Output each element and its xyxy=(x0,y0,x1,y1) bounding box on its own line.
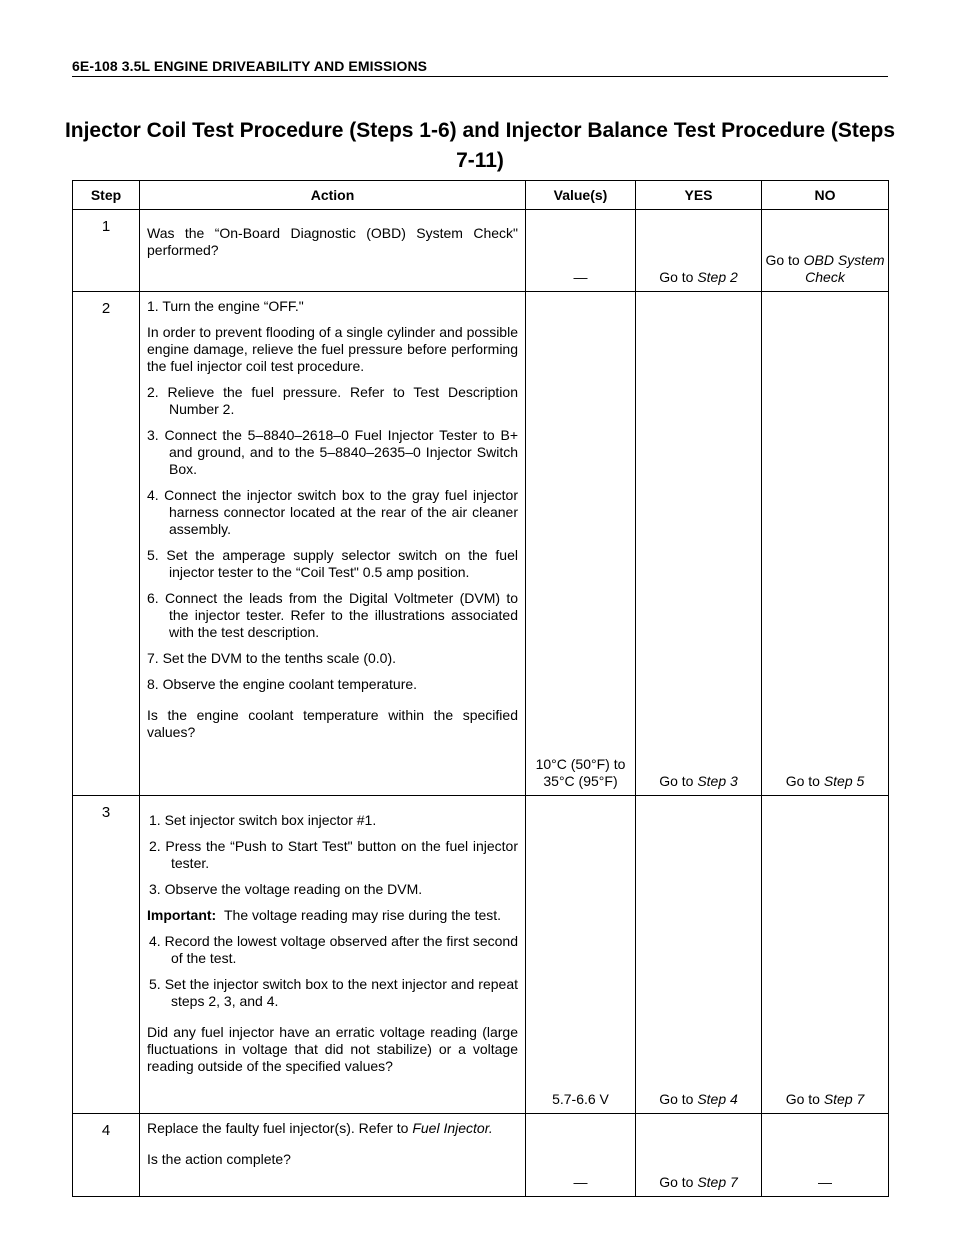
table-row xyxy=(73,292,889,796)
step-number: 4 xyxy=(73,1114,140,1197)
page-title: Injector Coil Test Procedure (Steps 1-6) and Injector Balance Test Procedure (Steps 7-11) xyxy=(64,119,896,172)
list-item: 2. Relieve the fuel pressure. Refer to Test Description Number 2. xyxy=(147,384,518,417)
no-link[interactable]: Go to Step 7 xyxy=(762,796,889,1114)
yes-link[interactable]: Go to Step 3 xyxy=(636,292,762,796)
list-item: 5. Set the amperage supply selector switch on the fuel injector tester to the “Coil Test" 0.5 amp position. xyxy=(147,547,518,580)
no-value: — xyxy=(762,1114,889,1197)
col-header-no: NO xyxy=(762,181,889,210)
table-row xyxy=(73,796,889,1114)
step-number: 3 xyxy=(73,796,140,1114)
list-item: 5. Set the injector switch box to the next injector and repeat steps 2, 3, and 4. xyxy=(149,976,518,1009)
list-item: 4. Record the lowest voltage observed after the first second of the test. xyxy=(149,933,518,966)
step-value: 5.7-6.6 V xyxy=(526,796,636,1114)
step-question: Did any fuel injector have an erratic voltage reading (large fluctuations in voltage that did not stabilize) or a voltage reading outside of the specified values? xyxy=(147,1024,518,1074)
list-item: 6. Connect the leads from the Digital Voltmeter (DVM) to the injector tester. Refer to the illustrations associated with the test description. xyxy=(147,590,518,640)
list-item: 4. Connect the injector switch box to the gray fuel injector harness connector located at the rear of the air cleaner assembly. xyxy=(147,487,518,537)
list-item: 8. Observe the engine coolant temperature. xyxy=(147,676,418,692)
list-item: 7. Set the DVM to the tenths scale (0.0). xyxy=(147,650,397,666)
step-value: 10°C (50°F) to 35°C (95°F) xyxy=(526,292,636,796)
table-row xyxy=(73,210,889,292)
step-number: 2 xyxy=(73,292,140,796)
important-label: Important: xyxy=(147,907,217,923)
reference-link[interactable]: Fuel Injector. xyxy=(412,1120,493,1136)
step-number: 1 xyxy=(73,210,140,292)
step-action xyxy=(140,210,526,292)
no-link[interactable]: Go to OBD System Check xyxy=(762,210,889,292)
table-header-row xyxy=(73,181,889,210)
list-item: 1. Set injector switch box injector #1. xyxy=(149,812,377,828)
list-item: 1. Turn the engine “OFF." xyxy=(147,298,304,314)
step-action xyxy=(140,796,526,1114)
col-header-yes: YES xyxy=(636,181,762,210)
step-instruction: Replace the faulty fuel injector(s). Refer to Fuel Injector. xyxy=(147,1120,493,1136)
procedure-table xyxy=(72,180,889,1197)
col-header-values: Value(s) xyxy=(526,181,636,210)
list-item: 3. Observe the voltage reading on the DVM. xyxy=(149,881,423,897)
step-question: Was the “On-Board Diagnostic (OBD) System Check" performed? xyxy=(147,225,518,258)
no-link[interactable]: Go to Step 5 xyxy=(762,292,889,796)
list-item: In order to prevent flooding of a single cylinder and possible engine damage, relieve the fuel pressure before performing the fuel injector coil test procedure. xyxy=(147,324,518,374)
col-header-step: Step xyxy=(73,181,140,210)
step-value: — xyxy=(526,210,636,292)
step-value: — xyxy=(526,1114,636,1197)
table-row xyxy=(73,1114,889,1197)
step-question: Is the action complete? xyxy=(147,1151,291,1167)
step-action xyxy=(140,292,526,796)
col-header-action: Action xyxy=(140,181,526,210)
page-header: 6E-108 3.5L ENGINE DRIVEABILITY AND EMISSIONS xyxy=(72,58,428,74)
header-divider xyxy=(72,76,888,77)
step-action xyxy=(140,1114,526,1197)
yes-link[interactable]: Go to Step 4 xyxy=(636,796,762,1114)
yes-link[interactable]: Go to Step 2 xyxy=(636,210,762,292)
yes-link[interactable]: Go to Step 7 xyxy=(636,1114,762,1197)
list-item: 3. Connect the 5–8840–2618–0 Fuel Injector Tester to B+ and ground, and to the 5–8840–2635–0 Injector Switch Box. xyxy=(147,427,518,477)
step-question: Is the engine coolant temperature within the specified values? xyxy=(147,707,518,740)
list-item: 2. Press the “Push to Start Test" button on the fuel injector tester. xyxy=(149,838,518,871)
important-note: Important: The voltage reading may rise during the test. xyxy=(147,907,502,923)
